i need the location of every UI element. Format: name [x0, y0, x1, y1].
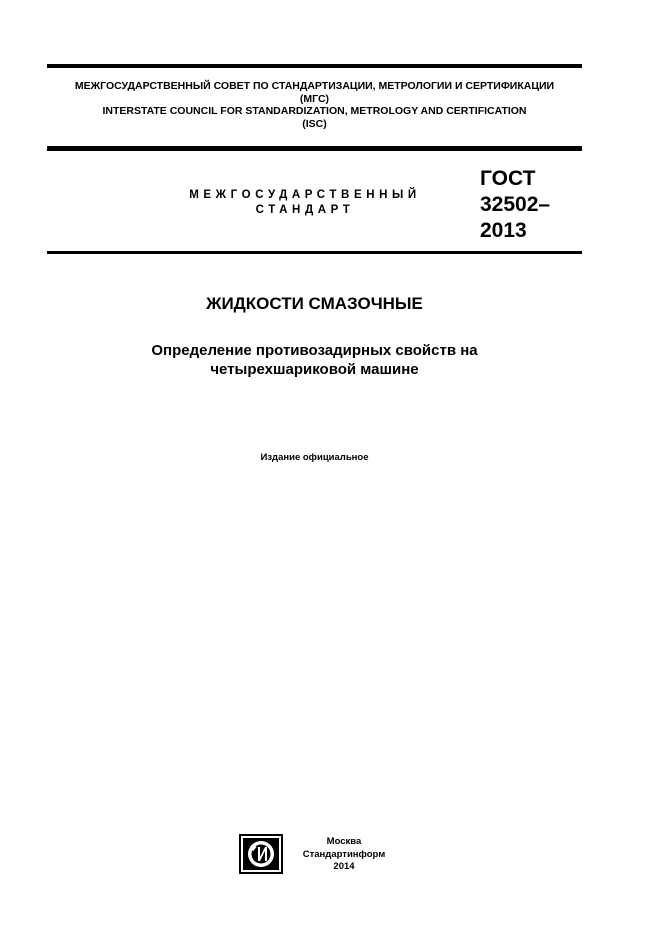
middle-rule — [47, 146, 582, 151]
designation-year: 2013 — [480, 219, 527, 242]
council-abbr-ru: (МГС) — [299, 92, 330, 105]
standard-kind-line2: СТАНДАРТ — [255, 204, 355, 216]
subtitle-line1: Определение противозадирных свойств на — [151, 342, 478, 359]
council-name-en: INTERSTATE COUNCIL FOR STANDARDIZATION, METROLOGY AND CERTIFICATION — [102, 105, 527, 117]
top-rule — [47, 64, 582, 68]
council-name-ru: МЕЖГОСУДАРСТВЕННЫЙ СОВЕТ ПО СТАНДАРТИЗАЦИИ, МЕТРОЛОГИИ И СЕРТИФИКАЦИИ — [74, 80, 555, 92]
publisher-block — [290, 836, 398, 874]
document-subtitle — [47, 341, 582, 379]
standard-designation — [480, 166, 550, 244]
standard-kind-line1: МЕЖГОСУДАРСТВЕННЫЙ — [189, 189, 421, 201]
designation-prefix: ГОСТ — [480, 167, 536, 190]
document-title: ЖИДКОСТИ СМАЗОЧНЫЕ — [206, 294, 423, 313]
publisher-city: Москва — [326, 836, 362, 847]
council-abbr-en: (ISC) — [302, 117, 327, 130]
designation-number: 32502– — [480, 193, 551, 216]
bottom-rule — [47, 251, 582, 254]
standard-kind — [150, 188, 460, 218]
publisher-name: Стандартинформ — [302, 848, 386, 860]
publisher-year: 2014 — [333, 861, 355, 872]
standartinform-logo-icon — [239, 834, 283, 874]
subtitle-line2: четырехшариковой машине — [210, 361, 419, 378]
council-header — [47, 80, 582, 130]
edition-note: Издание официальное — [260, 452, 369, 463]
